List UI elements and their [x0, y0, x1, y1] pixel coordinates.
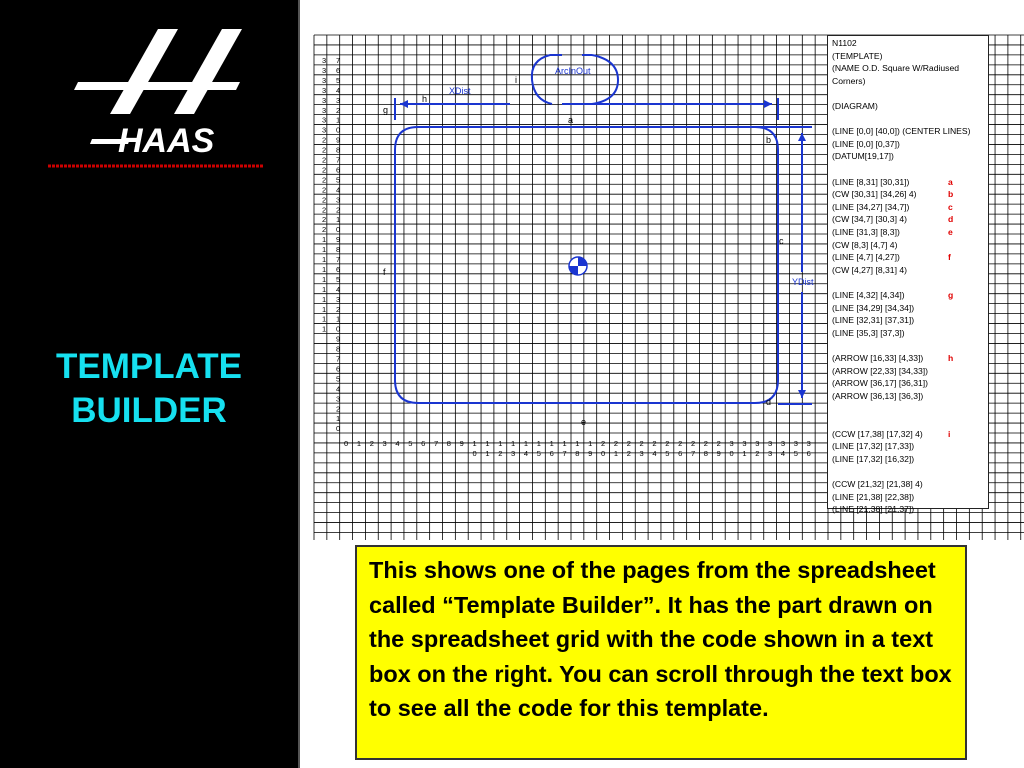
- column-label: 1: [536, 439, 541, 448]
- row-label-tens: 1: [322, 324, 327, 334]
- row-label-units: 8: [336, 145, 341, 155]
- code-tag: f: [948, 252, 951, 263]
- row-label-units: 7: [336, 354, 341, 364]
- row-label-tens: 3: [322, 85, 327, 95]
- row-label-units: 6: [336, 264, 341, 274]
- row-label-tens: 1: [322, 314, 327, 324]
- row-label-units: 0: [336, 324, 341, 334]
- code-line: (LINE [32,31] [37,31]): [832, 315, 915, 326]
- column-label: 1: [575, 439, 580, 448]
- column-label-second: 0: [601, 449, 606, 458]
- column-label: 9: [459, 439, 464, 448]
- row-label-tens: 3: [322, 105, 327, 115]
- column-label: 6: [421, 439, 426, 448]
- column-label-second: 6: [549, 449, 554, 458]
- code-tag: g: [948, 290, 954, 300]
- row-label-units: 6: [336, 165, 341, 175]
- column-label: 2: [665, 439, 670, 448]
- column-label: 3: [768, 439, 773, 448]
- row-label-tens: 3: [322, 75, 327, 85]
- code-line: (CW [30,31] [34,26] 4): [832, 189, 917, 200]
- code-line: (LINE [8,31] [30,31]): [832, 176, 910, 187]
- column-label: 1: [356, 439, 362, 448]
- code-line: (ARROW [36,13] [36,3]): [832, 390, 924, 401]
- code-line: (CW [4,27] [8,31] 4): [832, 264, 907, 275]
- slide-left-panel: [0, 0, 300, 768]
- slide-title: [0, 345, 298, 433]
- column-label: 3: [793, 439, 798, 448]
- row-label-tens: 2: [322, 135, 327, 145]
- arcinout-label: ArcInOut: [555, 66, 591, 76]
- code-line: (CCW [17,38] [17,32] 4): [832, 428, 923, 439]
- part-drawing: [395, 55, 812, 404]
- column-label: 2: [601, 439, 606, 448]
- row-label-units: 1: [336, 215, 341, 225]
- column-label: 5: [408, 439, 413, 448]
- row-label-tens: 3: [322, 56, 327, 65]
- column-label: 3: [742, 439, 747, 448]
- column-label-second: 4: [780, 449, 786, 458]
- column-label: 2: [716, 439, 721, 448]
- column-label: 1: [523, 439, 529, 448]
- column-label: 2: [369, 439, 374, 448]
- row-label-tens: 2: [322, 185, 327, 195]
- point-label-e: e: [581, 417, 587, 427]
- code-line: (ARROW [36,17] [36,31]): [832, 378, 928, 389]
- row-label-units: 4: [336, 284, 341, 294]
- point-label-i: i: [515, 75, 517, 85]
- row-label-units: 6: [336, 364, 341, 374]
- row-label-units: 4: [336, 85, 341, 95]
- column-label-second: 1: [485, 449, 490, 458]
- column-label-second: 7: [562, 449, 567, 458]
- row-label-tens: 3: [322, 115, 327, 125]
- column-label: 1: [498, 439, 503, 448]
- column-label-second: 6: [806, 449, 811, 458]
- code-tag: i: [948, 428, 951, 439]
- code-line: (DIAGRAM): [832, 101, 878, 111]
- code-line: (LINE [21,38] [21,37]): [832, 504, 915, 515]
- column-label-second: 3: [768, 449, 773, 458]
- code-line: (LINE [34,29] [34,34]): [832, 302, 915, 313]
- column-label-second: 8: [703, 449, 708, 458]
- row-label-tens: 2: [322, 205, 327, 215]
- row-label-tens: 1: [322, 255, 327, 264]
- row-label-units: 0: [336, 125, 341, 135]
- row-label-units: 5: [336, 274, 341, 284]
- code-line: (LINE [34,27] [34,7]): [832, 201, 910, 212]
- row-label-units: 4: [336, 185, 341, 195]
- column-label: 2: [639, 439, 644, 448]
- row-label-tens: 1: [322, 294, 327, 304]
- row-label-units: 1: [336, 414, 341, 424]
- row-labels: [322, 56, 340, 433]
- column-labels: [344, 439, 811, 458]
- code-line: (ARROW [22,33] [34,33]): [832, 365, 928, 376]
- column-label-second: 4: [523, 449, 529, 458]
- title-line-2: BUILDER: [71, 391, 227, 430]
- row-label-units: 2: [336, 205, 341, 215]
- column-label-second: 8: [575, 449, 580, 458]
- code-tag: a: [948, 176, 953, 187]
- row-label-units: 1: [336, 115, 341, 125]
- column-label-second: 6: [678, 449, 683, 458]
- column-label: 3: [806, 439, 811, 448]
- row-label-units: 0: [336, 225, 341, 235]
- drawing-labels: [383, 66, 814, 427]
- caption-note: [355, 545, 967, 760]
- row-label-tens: 1: [322, 235, 327, 245]
- column-label: 2: [613, 439, 619, 448]
- code-line: (NAME O.D. Square W/Radiused: [832, 63, 960, 74]
- row-label-units: 4: [336, 384, 341, 394]
- datum-marker: [569, 257, 587, 275]
- row-label-tens: 2: [322, 145, 327, 155]
- column-label-second: 5: [536, 449, 541, 458]
- column-label: 8: [446, 439, 451, 448]
- row-label-tens: 2: [322, 165, 327, 175]
- row-label-units: 5: [336, 374, 341, 384]
- column-label-second: 2: [626, 449, 631, 458]
- code-line: (CW [34,7] [30,3] 4): [832, 214, 907, 225]
- code-line: (LINE [0,0] [0,37]): [832, 138, 900, 149]
- row-label-tens: 3: [322, 65, 327, 75]
- row-label-tens: 1: [322, 245, 327, 255]
- row-label-units: 0: [336, 424, 341, 434]
- code-line: N1102: [832, 38, 857, 48]
- code-line: (LINE [17,32] [16,32]): [832, 453, 915, 464]
- row-label-units: 5: [336, 75, 341, 85]
- column-label: 2: [678, 439, 683, 448]
- xdist-label: XDist: [449, 86, 471, 96]
- column-label-second: 7: [690, 449, 696, 458]
- code-tag: c: [948, 201, 953, 212]
- column-label-second: 5: [665, 449, 670, 458]
- row-label-units: 8: [336, 344, 341, 354]
- row-label-units: 7: [336, 56, 341, 65]
- row-label-tens: 2: [322, 175, 327, 185]
- point-label-f: f: [383, 267, 386, 277]
- row-label-units: 8: [336, 245, 341, 255]
- column-label-second: 0: [472, 449, 477, 458]
- code-line: (LINE [17,32] [17,33]): [832, 441, 915, 452]
- row-label-units: 2: [336, 404, 341, 414]
- column-label: 3: [780, 439, 786, 448]
- row-label-units: 1: [336, 314, 341, 324]
- column-label-second: 9: [588, 449, 593, 458]
- column-label: 3: [755, 439, 760, 448]
- column-label: 1: [472, 439, 477, 448]
- column-label: 0: [344, 439, 349, 448]
- point-label-h: h: [422, 94, 428, 104]
- column-label: 3: [729, 439, 734, 448]
- column-label: 1: [562, 439, 567, 448]
- code-line: Corners): [832, 75, 866, 86]
- code-tag: d: [948, 214, 954, 225]
- code-line: (LINE [4,7] [4,27]): [832, 252, 900, 263]
- row-label-units: 9: [336, 235, 341, 245]
- column-label-second: 1: [742, 449, 747, 458]
- row-label-tens: 3: [322, 125, 327, 135]
- column-label-second: 3: [639, 449, 644, 458]
- row-label-tens: 3: [322, 95, 327, 105]
- code-line: (LINE [35,3] [37,3]): [832, 327, 905, 338]
- column-label-second: 9: [716, 449, 721, 458]
- code-line: (CW [8,3] [4,7] 4): [832, 239, 898, 250]
- code-line: (LINE [0,0] [40,0]) (CENTER LINES): [832, 126, 971, 137]
- code-text-box[interactable]: [827, 35, 989, 515]
- arcinout-right: [592, 55, 618, 104]
- row-label-units: 3: [336, 394, 341, 404]
- title-line-1: TEMPLATE: [55, 347, 242, 386]
- column-label-second: 3: [511, 449, 516, 458]
- point-label-g: g: [383, 105, 389, 115]
- code-line: (CCW [21,32] [21,38] 4): [832, 479, 923, 489]
- haas-logo: [60, 24, 250, 184]
- column-label: 2: [690, 439, 696, 448]
- column-label: 7: [433, 439, 439, 448]
- column-label: 2: [703, 439, 708, 448]
- row-label-tens: 2: [322, 225, 327, 235]
- code-line: (LINE [21,38] [22,38]): [832, 491, 915, 502]
- column-label: 4: [395, 439, 400, 448]
- row-label-units: 2: [336, 105, 341, 115]
- code-line: (DATUM[19,17]): [832, 151, 894, 162]
- point-label-c: c: [779, 236, 784, 246]
- row-label-units: 3: [336, 294, 341, 304]
- column-label: 3: [382, 439, 387, 448]
- column-label-second: 2: [498, 449, 503, 458]
- row-label-units: 9: [336, 135, 341, 145]
- row-label-tens: 2: [322, 215, 327, 225]
- row-label-units: 7: [336, 255, 341, 264]
- column-label: 1: [549, 439, 554, 448]
- row-label-tens: 1: [322, 274, 327, 284]
- code-line: (LINE [4,32] [4,34]): [832, 290, 905, 300]
- row-label-tens: 1: [322, 264, 327, 274]
- column-label-second: 1: [613, 449, 619, 458]
- row-label-tens: 1: [322, 304, 327, 314]
- column-label-second: 4: [652, 449, 657, 458]
- point-label-d: d: [766, 397, 772, 407]
- row-label-units: 3: [336, 195, 341, 205]
- point-label-b: b: [766, 135, 772, 145]
- row-label-units: 9: [336, 334, 341, 344]
- logo-text: HAAS: [118, 122, 215, 160]
- column-label: 1: [485, 439, 490, 448]
- caption-text: This shows one of the pages from the spreadsheet called “Template Builder”. It has the part drawn on the spreadsheet grid with the code shown in a text box on the right. You can scroll through the text box to see all the code for this template.: [369, 557, 952, 721]
- row-label-tens: 2: [322, 155, 327, 165]
- column-label-second: 0: [729, 449, 734, 458]
- code-line: (LINE [31,3] [8,3]): [832, 227, 900, 237]
- ydist-label: YDist: [792, 277, 814, 287]
- code-tag: h: [948, 353, 954, 363]
- row-label-units: 7: [336, 155, 341, 165]
- row-label-units: 6: [336, 65, 341, 75]
- column-label: 1: [588, 439, 593, 448]
- column-label: 2: [652, 439, 657, 448]
- column-label: 1: [511, 439, 516, 448]
- point-label-a: a: [568, 115, 574, 125]
- column-label-second: 2: [755, 449, 760, 458]
- code-tag: b: [948, 189, 954, 200]
- code-tag: e: [948, 227, 953, 237]
- column-label: 2: [626, 439, 631, 448]
- code-line: (TEMPLATE): [832, 50, 883, 61]
- row-label-units: 5: [336, 175, 341, 185]
- row-label-units: 2: [336, 304, 341, 314]
- code-line: (ARROW [16,33] [4,33]): [832, 353, 924, 363]
- row-label-units: 3: [336, 95, 341, 105]
- column-label-second: 5: [793, 449, 798, 458]
- arcinout-left: [532, 55, 552, 104]
- row-label-tens: 1: [322, 284, 327, 294]
- row-label-tens: 2: [322, 195, 327, 205]
